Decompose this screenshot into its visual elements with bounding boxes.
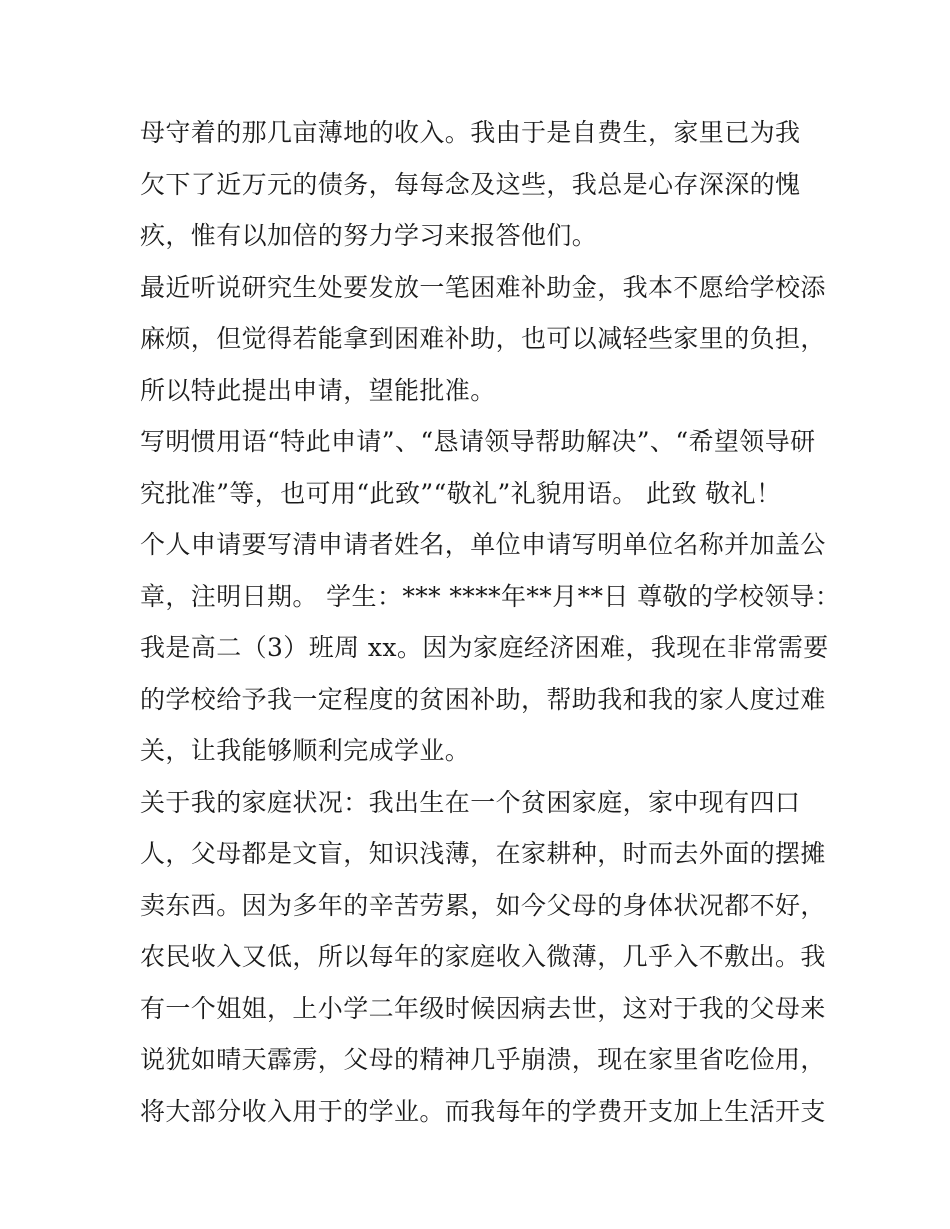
text-line: 将大部分收入用于的学业。而我每年的学费开支加上生活开支 xyxy=(140,1096,826,1126)
text-line: 我是高二（3）班周 xx。因为家庭经济困难，我现在非常需要 xyxy=(140,633,829,662)
document-body xyxy=(140,107,841,1137)
text-line: 章，注明日期。 学生：*** ****年**月**日 尊敬的学校领导： xyxy=(140,581,841,611)
text-line: 母守着的那几亩薄地的收入。我由于是自费生，家里已为我 xyxy=(140,118,801,147)
text-line: 个人申请要写清申请者姓名，单位申请写明单位名称并加盖公 xyxy=(140,530,826,559)
text-line: 究批准”等，也可用“此致”“敬礼”礼貌用语。 此致 敬礼！ xyxy=(140,478,782,508)
text-line: 卖东西。因为多年的辛苦劳累，如今父母的身体状况都不好， xyxy=(140,890,826,920)
text-line: 说犹如晴天霹雳，父母的精神几乎崩溃，现在家里省吃俭用， xyxy=(140,1045,826,1074)
text-line: 疚，惟有以加倍的努力学习来报答他们。 xyxy=(140,221,598,250)
text-line: 最近听说研究生处要发放一笔困难补助金，我本不愿给学校添 xyxy=(140,272,826,302)
text-line: 关于我的家庭状况：我出生在一个贫困家庭，家中现有四口 xyxy=(140,787,801,817)
text-line: 关，让我能够顺利完成学业。 xyxy=(140,736,471,765)
text-line: 欠下了近万元的债务，每每念及这些，我总是心存深深的愧 xyxy=(140,169,801,199)
text-line: 所以特此提出申请，望能批准。 xyxy=(140,375,496,405)
text-line: 人，父母都是文盲，知识浅薄，在家耕种，时而去外面的摆摊 xyxy=(140,839,826,868)
text-line: 麻烦，但觉得若能拿到困难补助，也可以减轻些家里的负担， xyxy=(140,324,826,353)
text-line: 有一个姐姐，上小学二年级时候因病去世，这对于我的父母来 xyxy=(140,993,826,1023)
text-line: 的学校给予我一定程度的贫困补助，帮助我和我的家人度过难 xyxy=(140,684,826,714)
text-line: 农民收入又低，所以每年的家庭收入微薄，几乎入不敷出。我 xyxy=(140,942,826,971)
text-line: 写明惯用语“特此申请”、“恳请领导帮助解决”、“希望领导研 xyxy=(140,427,816,456)
